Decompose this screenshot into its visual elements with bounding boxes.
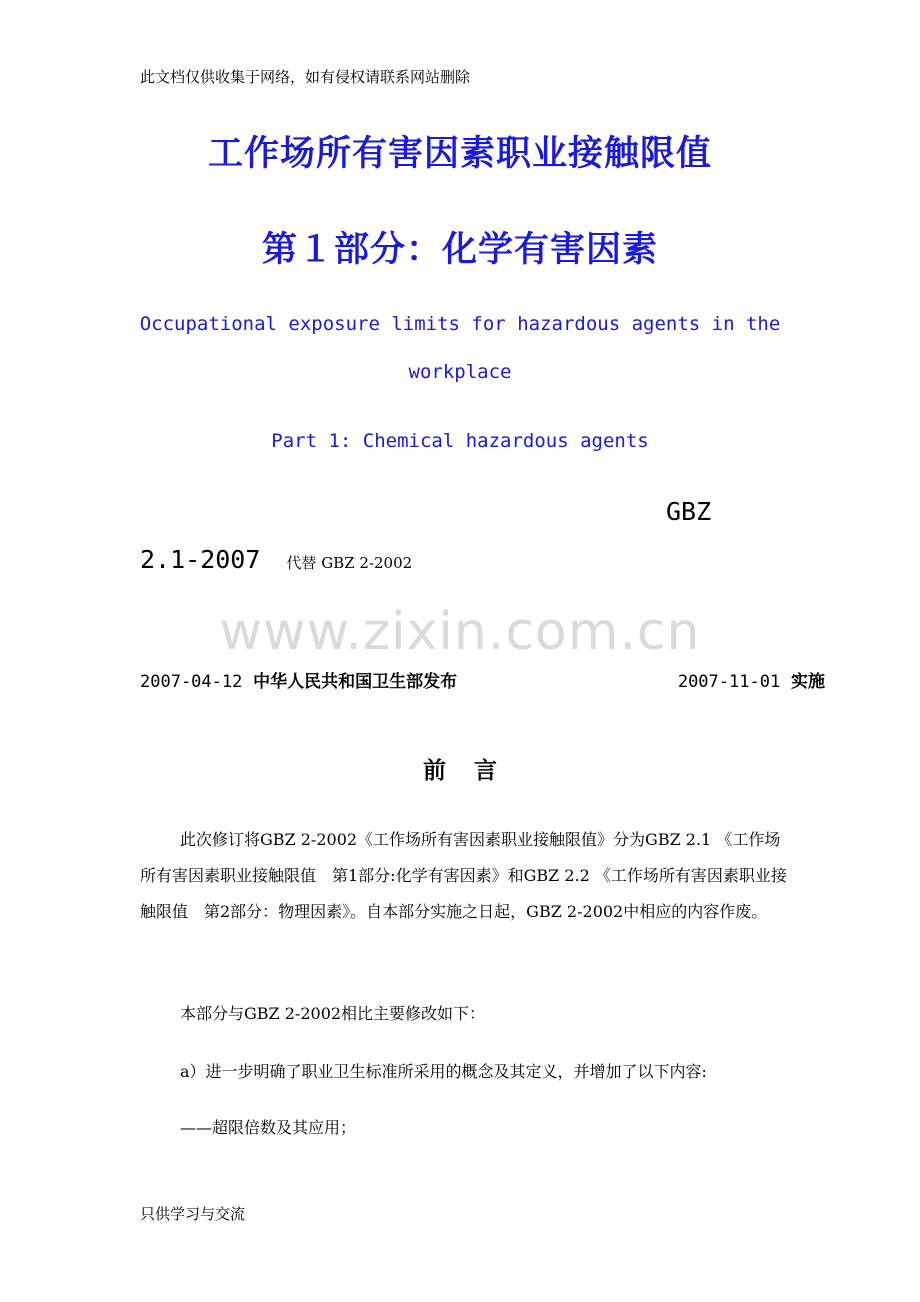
standard-code-number: 2.1-2007 [140,545,261,574]
publication-issue [140,667,457,692]
publication-effective [678,667,825,692]
header-disclaimer: 此文档仅供收集于网络，如有侵权请联系网站删除 [140,68,471,86]
preface-paragraph-1: 此次修订将GBZ 2-2002《工作场所有害因素职业接触限值》分为GBZ 2.1 《工作场所有害因素职业接触限值 第1部分:化学有害因素》和GBZ 2.2 《工作场所有害因素职业接触限值 第2部分：物理因素》。自本部分实施之日起，GBZ 2-2002中相应的内容作废。 [140,830,787,921]
standard-code-line [140,545,412,574]
english-title-line1: Occupational exposure limits for hazardous agents in the [139,313,781,335]
document-title-line2: 第１部分：化学有害因素 [261,230,658,270]
preface-paragraph-3: a）进一步明确了职业卫生标准所采用的概念及其定义，并增加了以下内容: [180,1062,707,1081]
footer-note: 只供学习与交流 [140,1205,246,1223]
preface-heading: 前言 [423,757,525,784]
standard-code-prefix: GBZ [666,497,712,526]
replaces-standard: 代替 GBZ 2-2002 [286,554,413,572]
english-subtitle: Part 1: Chemical hazardous agents [271,430,649,452]
effective-label: 实施 [791,672,825,692]
issuer: 中华人民共和国卫生部发布 [253,672,458,692]
preface-paragraph-2: 本部分与GBZ 2-2002相比主要修改如下： [180,1004,486,1023]
preface-paragraph-4: ——超限倍数及其应用； [180,1118,357,1137]
english-title-line2: workplace [408,361,512,383]
issue-date: 2007-04-12 [140,672,243,692]
effective-date: 2007-11-01 [677,672,781,692]
watermark: www.zixin.com.cn [219,602,701,662]
document-title-line1: 工作场所有害因素职业接触限值 [207,134,712,174]
